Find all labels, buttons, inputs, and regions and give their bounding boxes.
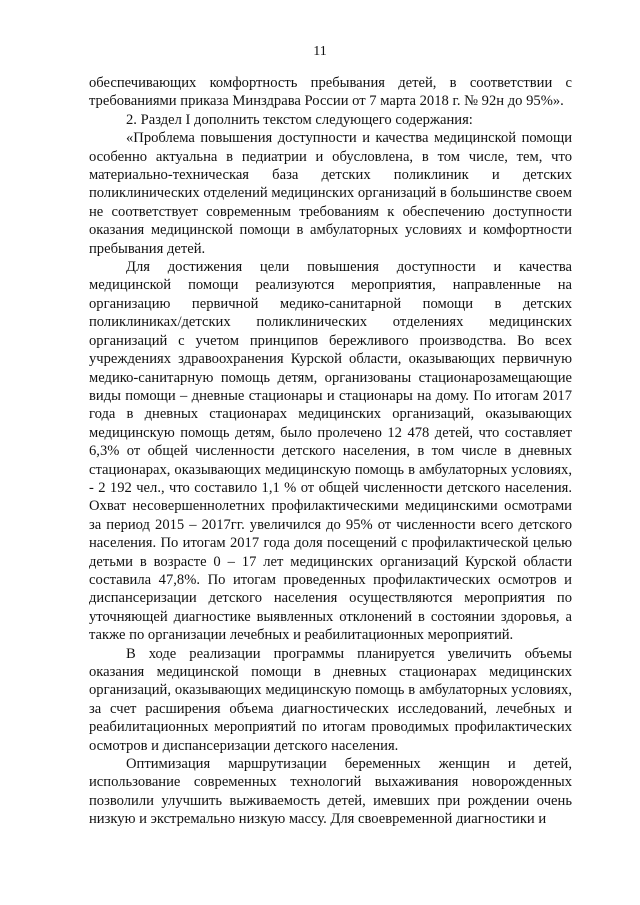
document-body (89, 74, 572, 829)
paragraph-optimization: Оптимизация маршрутизации беременных женщин и детей, использование современных технологий выхаживания новорожденных позволили улучшить выживаемость детей, имевших при рождении очень низкую и экстремально низкую массу. Для своевременной диагностики и (89, 756, 572, 828)
paragraph-measures: Для достижения цели повышения доступности и качества медицинской помощи реализуются мероприятия, направленные на организацию первичной медико-санитарной помощи в детских поликлиниках/детских поликлинических отделениях медицинских организаций с учетом принципов бережливого производства. Во всех учреждениях здравоохранения Курской области, оказывающих первичную медико-санитарную помощь детям, организованы стационарозамещающие виды помощи – дневные стационары и стационары на дому. По итогам 2017 года в дневных стационарах медицинских организаций, оказывающих медицинскую помощь детям, было пролечено 12 478 детей, что составляет 6,3% от общей численности детского населения, в том числе в дневных стационарах, оказывающих медицинскую помощь в амбулаторных условиях, - 2 192 чел., что составило 1,1 % от общей численности детского населения. Охват несовершеннолетних профилактическими медицинскими осмотрами за период 2015 – 2017гг. увеличился до 95% от численности всего детского населения. По итогам 2017 года доля посещений с профилактической целью детьми в возрасте 0 – 17 лет медицинских организаций Курской области составила 47,8%. По итогам проведенных профилактических осмотров и диспансеризации детского населения осуществляются мероприятия по уточняющей диагностике выявленных отклонений в состоянии здоровья, а также по организации лечебных и реабилитационных мероприятий. (89, 259, 572, 644)
paragraph-program-plans: В ходе реализации программы планируется увеличить объемы оказания медицинской помощи в дневных стационарах медицинских организаций, оказывающих медицинскую помощь в амбулаторных условиях, за счет расширения объема диагностических исследований, лечебных и реабилитационных мероприятий по итогам проводимых профилактических осмотров и диспансеризации детского населения. (89, 645, 572, 754)
paragraph-continuation: обеспечивающих комфортность пребывания детей, в соответствии с требованиями приказа Минздрава России от 7 марта 2018 г. № 92н до 95%». (89, 75, 572, 110)
paragraph-problem-statement: «Проблема повышения доступности и качества медицинской помощи особенно актуальна в педиатрии и обусловлена, в том числе, тем, что материально-техническая база детских поликлиник и детских поликлинических отделений медицинских организаций в большинстве своем не соответствует современным требованиям к обеспечению доступности оказания медицинской помощи в амбулаторных условиях и комфортности пребывания детей. (89, 130, 572, 257)
page-number: 11 (313, 44, 327, 59)
paragraph-amendment-instruction: 2. Раздел I дополнить текстом следующего содержания: (126, 111, 473, 128)
